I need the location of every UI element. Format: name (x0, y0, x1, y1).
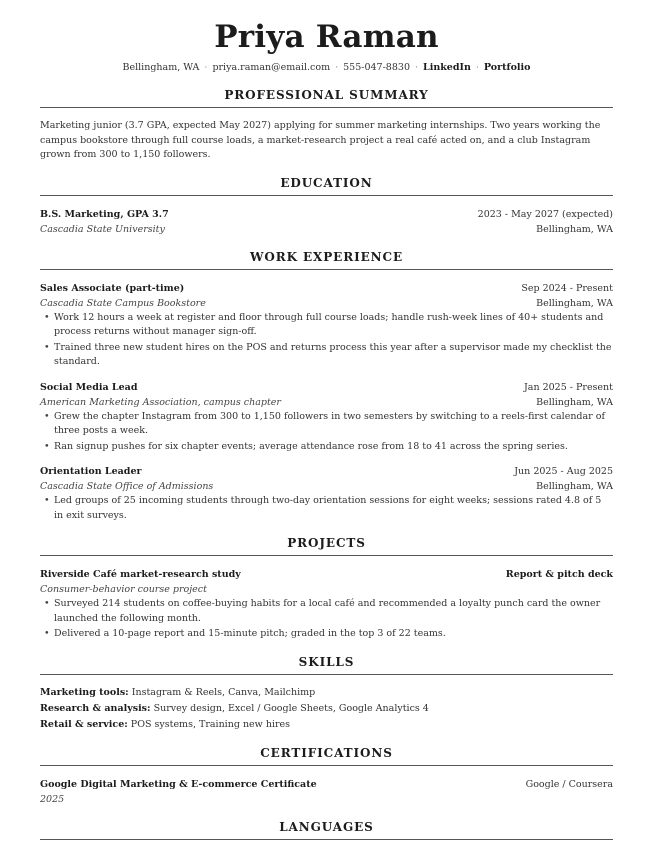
skill-line (40, 685, 613, 701)
contact-separator: · (415, 62, 419, 73)
job-bullets (40, 494, 613, 523)
certification-year: 2025 (40, 793, 65, 805)
bullet-item: • Ran signup pushes for six chapter events; average attendance rose from 18 to 41 across the spring series. (40, 440, 613, 455)
contact-separator: · (475, 62, 479, 73)
skill-value: Survey design, Excel / Google Sheets, Google Analytics 4 (153, 702, 429, 714)
contact-line (40, 61, 613, 75)
skill-line (40, 717, 613, 733)
contact-phone: 555-047-8830 (343, 62, 410, 73)
bullet-item: • Surveyed 214 students on coffee-buying habits for a local café and recommended a loyalty punch card the owner launched the following month. (40, 597, 613, 626)
employer: American Marketing Association, campus chapter (40, 396, 281, 408)
contact-separator: · (335, 62, 339, 73)
job-location: Bellingham, WA (536, 297, 613, 309)
section-title-summary: PROFESSIONAL SUMMARY (40, 87, 613, 108)
job-dates: Jun 2025 - Aug 2025 (514, 466, 613, 477)
skill-value: POS systems, Training new hires (130, 718, 291, 730)
job-dates: Jan 2025 - Present (523, 381, 613, 393)
contact-email[interactable]: priya.raman@email.com (212, 62, 331, 73)
employer: Cascadia State Campus Bookstore (40, 297, 206, 309)
job-bullets (40, 311, 613, 370)
skills-list (40, 685, 613, 733)
bullet-item: • Work 12 hours a week at register and floor through full course loads; handle rush-week lines of 40+ students and process returns without manager sign-off. (40, 311, 613, 340)
section-title-education: EDUCATION (40, 175, 613, 196)
contact-location: Bellingham, WA (122, 62, 200, 73)
certification-issuer: Google / Coursera (525, 778, 613, 790)
section-title-projects: PROJECTS (40, 535, 613, 556)
linkedin-link[interactable]: LinkedIn (423, 62, 471, 73)
job-title: Social Media Lead (40, 381, 138, 393)
project-entry (40, 567, 613, 642)
experience-entry (40, 464, 613, 523)
project-bullets (40, 597, 613, 642)
job-title: Sales Associate (part-time) (40, 282, 185, 294)
section-title-experience: WORK EXPERIENCE (40, 249, 613, 270)
employer: Cascadia State Office of Admissions (40, 481, 214, 492)
certification-entry (40, 777, 613, 807)
job-bullets (40, 410, 613, 455)
summary-text: Marketing junior (3.7 GPA, expected May 2027) applying for summer marketing internships. Two years working the campus bookstore through full course loads, a market-research project a real café acted on, and a club Instagram grown from 300 to 1,150 followers. (40, 120, 601, 160)
school-location: Bellingham, WA (536, 223, 613, 235)
skill-label: Research & analysis: (40, 702, 151, 714)
job-location: Bellingham, WA (536, 481, 613, 492)
school-name: Cascadia State University (40, 223, 165, 235)
candidate-name: Priya Raman (214, 19, 439, 55)
education-dates: 2023 - May 2027 (expected) (477, 208, 613, 220)
skill-line (40, 701, 613, 717)
project-context: Consumer-behavior course project (40, 584, 207, 595)
section-title-languages: LANGUAGES (40, 819, 613, 840)
skill-label: Retail & service: (40, 718, 128, 730)
resume-page (40, 0, 613, 840)
section-title-certifications: CERTIFICATIONS (40, 745, 613, 766)
degree: B.S. Marketing, GPA 3.7 (40, 208, 169, 220)
bullet-item: • Delivered a 10-page report and 15-minute pitch; graded in the top 3 of 22 teams. (40, 627, 613, 642)
section-title-skills: SKILLS (40, 654, 613, 675)
job-location: Bellingham, WA (536, 396, 613, 408)
education-entry (40, 207, 613, 237)
bullet-item: • Trained three new student hires on the POS and returns process this year after a supervisor made my checklist the standard. (40, 341, 613, 370)
skill-label: Marketing tools: (40, 686, 129, 698)
bullet-item: • Led groups of 25 incoming students through two-day orientation sessions for eight weeks; sessions rated 4.8 of 5 in exit surveys. (40, 494, 613, 523)
job-title: Orientation Leader (40, 466, 142, 477)
project-name: Riverside Café market-research study (40, 569, 241, 580)
job-dates: Sep 2024 - Present (521, 282, 613, 294)
contact-separator: · (204, 62, 208, 73)
project-deliverable: Report & pitch deck (505, 569, 613, 580)
experience-entry (40, 281, 613, 370)
bullet-item: • Grew the chapter Instagram from 300 to 1,150 followers in two semesters by switching to a reels-first calendar of three posts a week. (40, 410, 613, 439)
portfolio-link[interactable]: Portfolio (483, 62, 531, 73)
experience-entry (40, 380, 613, 455)
skill-value: Instagram & Reels, Canva, Mailchimp (131, 686, 316, 698)
certification-name: Google Digital Marketing & E-commerce Certificate (40, 778, 317, 790)
